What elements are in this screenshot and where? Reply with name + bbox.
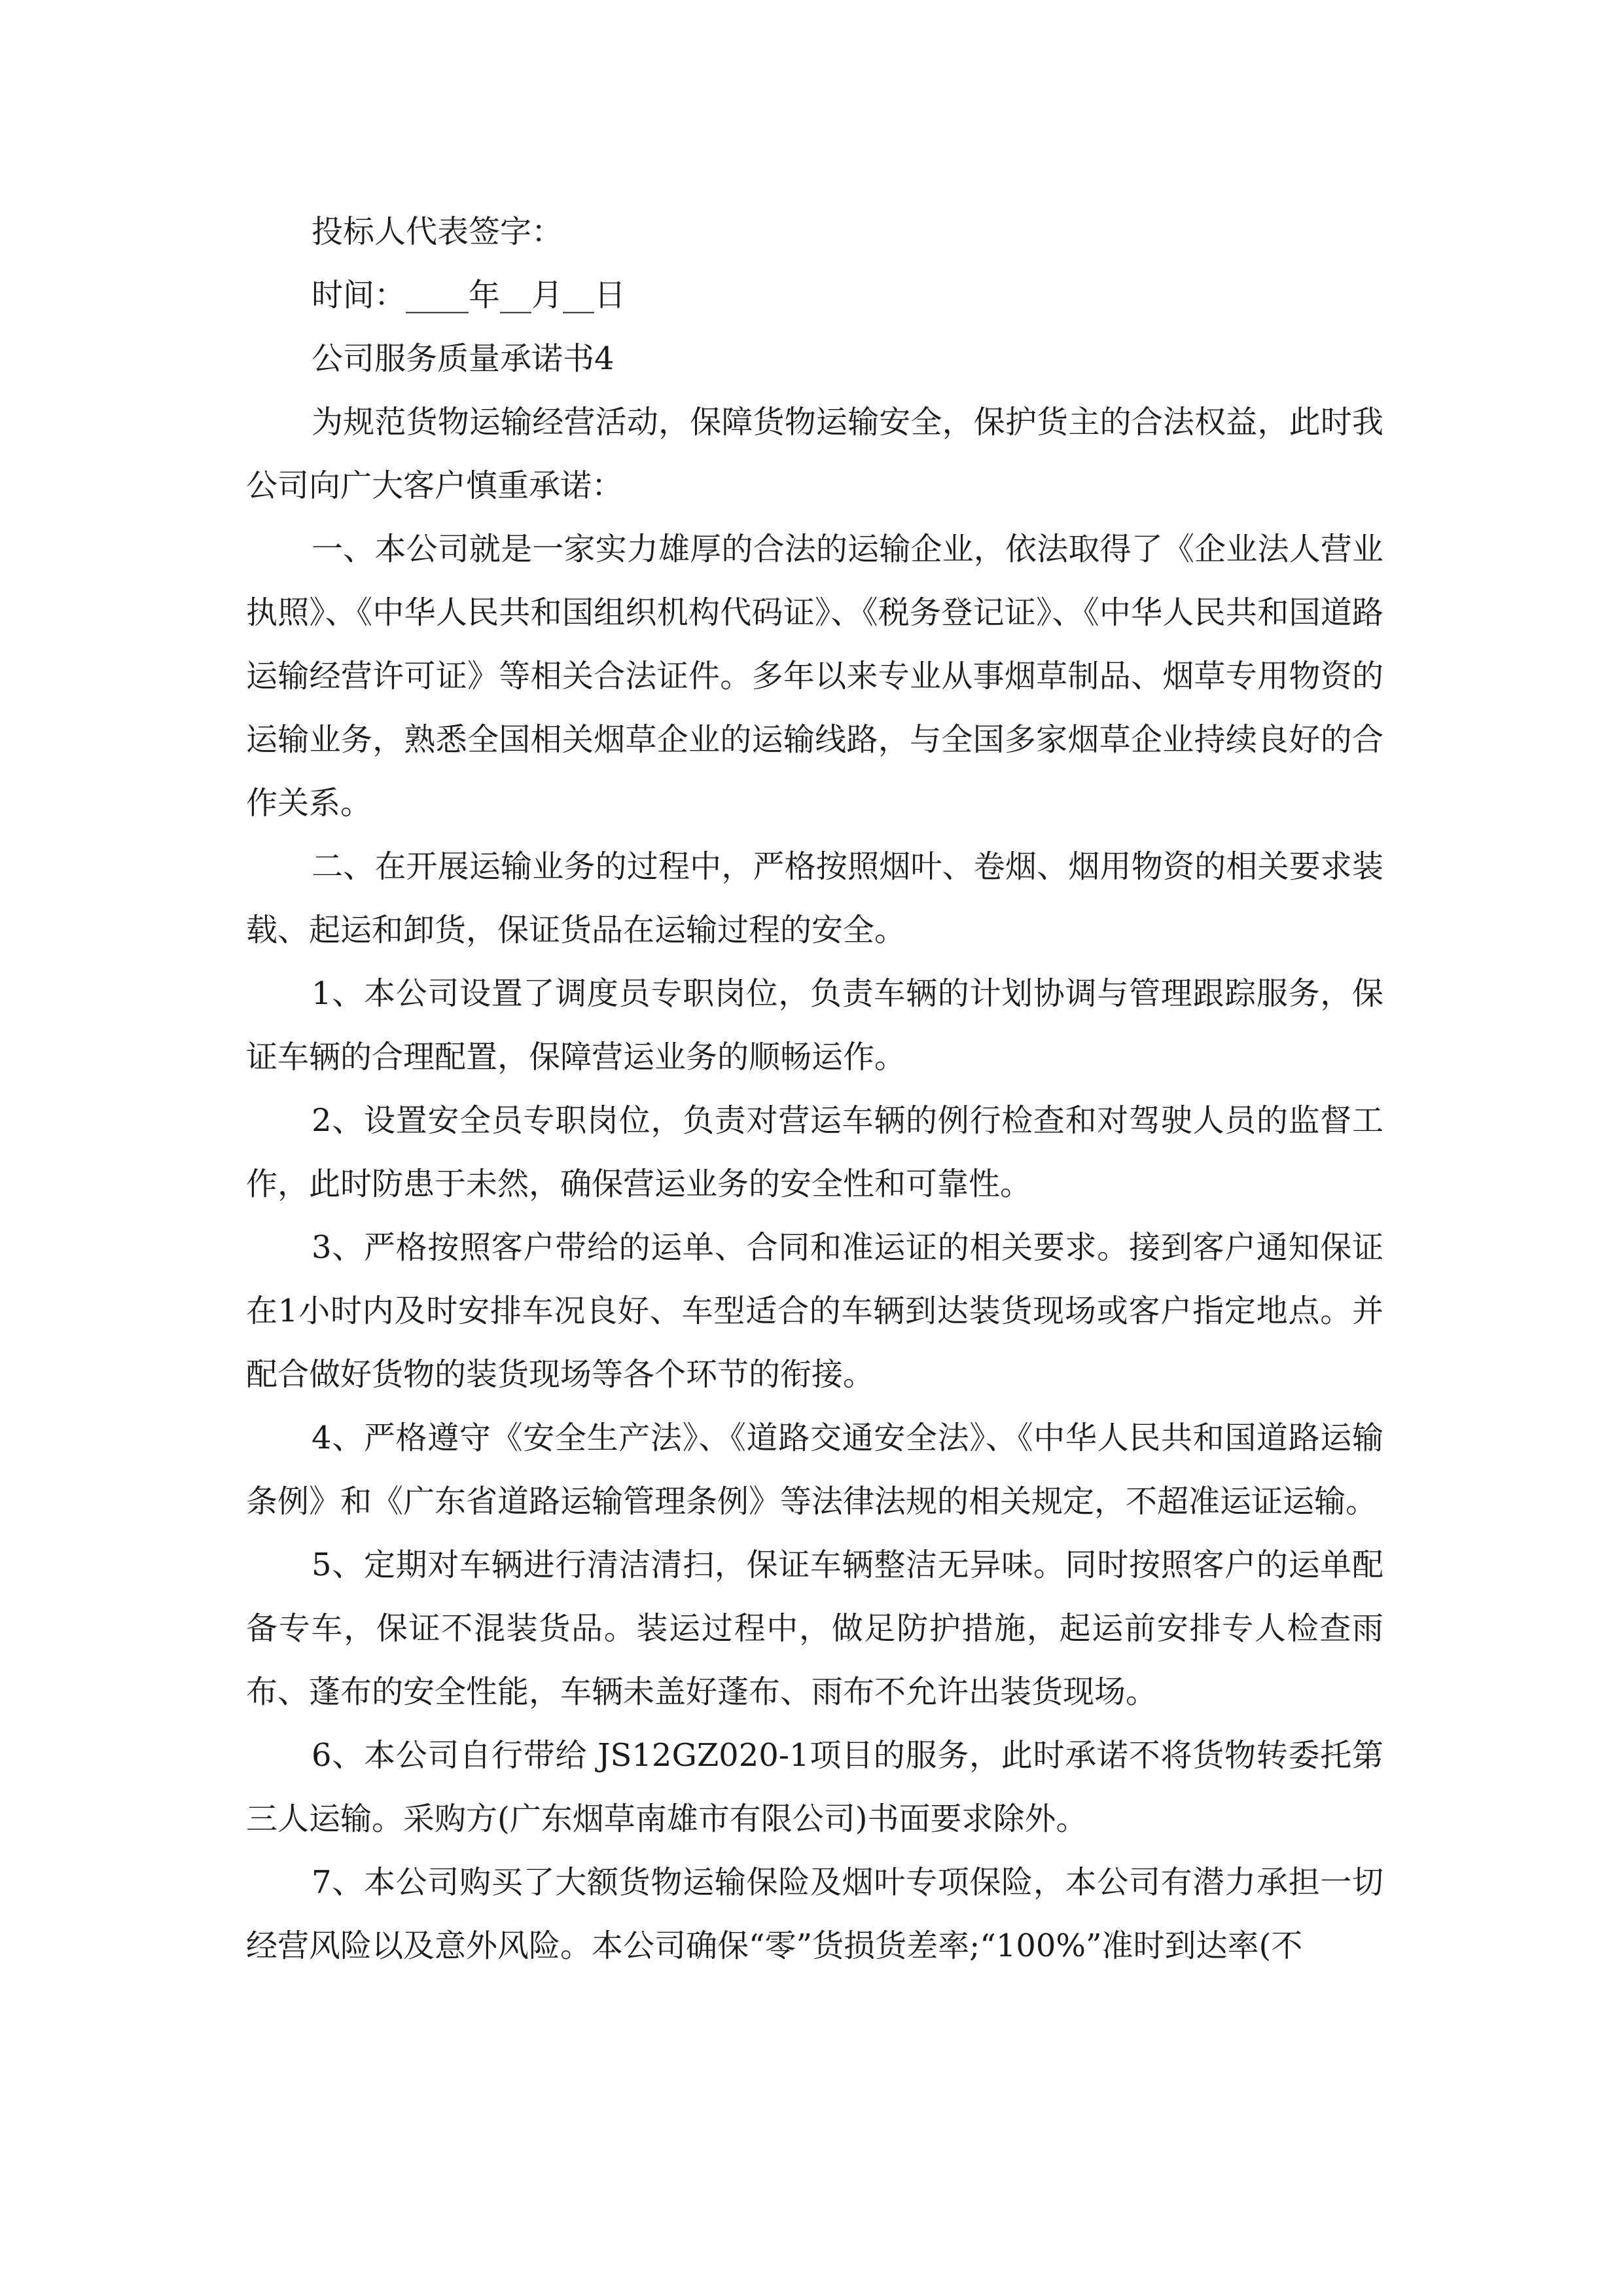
paragraph-1: 一、本公司就是一家实力雄厚的合法的运输企业，依法取得了《企业法人营业执照》、《中华人民共和国组织机构代码证》、《税务登记证》、《中华人民共和国道路运输经营许可证》等相关合法证件。多年以来专业从事烟草制品、烟草专用物资的运输业务，熟悉全国相关烟草企业的运输线路，与全国多家烟草企业持续良好的合作关系。 <box>246 531 1383 821</box>
date-line: 时间：____年__月__日 <box>312 277 626 314</box>
paragraph-item-1: 1、本公司设置了调度员专职岗位，负责车辆的计划协调与管理跟踪服务，保证车辆的合理配置，保障营运业务的顺畅运作。 <box>246 975 1383 1075</box>
paragraph-item-4: 4、严格遵守《安全生产法》、《道路交通安全法》、《中华人民共和国道路运输条例》和《广东省道路运输管理条例》等法律法规的相关规定，不超准运证运输。 <box>246 1420 1383 1520</box>
paragraph-item-5: 5、定期对车辆进行清洁清扫，保证车辆整洁无异味。同时按照客户的运单配备专车，保证不混装货品。装运过程中，做足防护措施，起运前安排专人检查雨布、蓬布的安全性能，车辆未盖好蓬布、雨布不允许出装货现场。 <box>246 1547 1383 1710</box>
document-title: 公司服务质量承诺书4 <box>312 340 615 377</box>
paragraph-item-2: 2、设置安全员专职岗位，负责对营运车辆的例行检查和对驾驶人员的监督工作，此时防患于未然，确保营运业务的安全性和可靠性。 <box>246 1102 1383 1202</box>
paragraph-item-3: 3、严格按照客户带给的运单、合同和准运证的相关要求。接到客户通知保证在1小时内及时安排车况良好、车型适合的车辆到达装货现场或客户指定地点。并配合做好货物的装货现场等各个环节的衔接。 <box>246 1229 1383 1393</box>
document-body <box>246 200 1383 1978</box>
paragraph-item-6: 6、本公司自行带给 JS12GZ020-1项目的服务，此时承诺不将货物转委托第三人运输。采购方(广东烟草南雄市有限公司)书面要求除外。 <box>246 1737 1383 1837</box>
paragraph-item-7: 7、本公司购买了大额货物运输保险及烟叶专项保险，本公司有潜力承担一切经营风险以及意外风险。本公司确保“零”货损货差率;“100%”准时到达率(不 <box>246 1864 1383 1964</box>
paragraph-2: 二、在开展运输业务的过程中，严格按照烟叶、卷烟、烟用物资的相关要求装载、起运和卸货，保证货品在运输过程的安全。 <box>246 848 1383 948</box>
signature-label: 投标人代表签字： <box>312 213 563 250</box>
paragraph-intro: 为规范货物运输经营活动，保障货物运输安全，保护货主的合法权益，此时我公司向广大客户慎重承诺： <box>246 404 1383 504</box>
